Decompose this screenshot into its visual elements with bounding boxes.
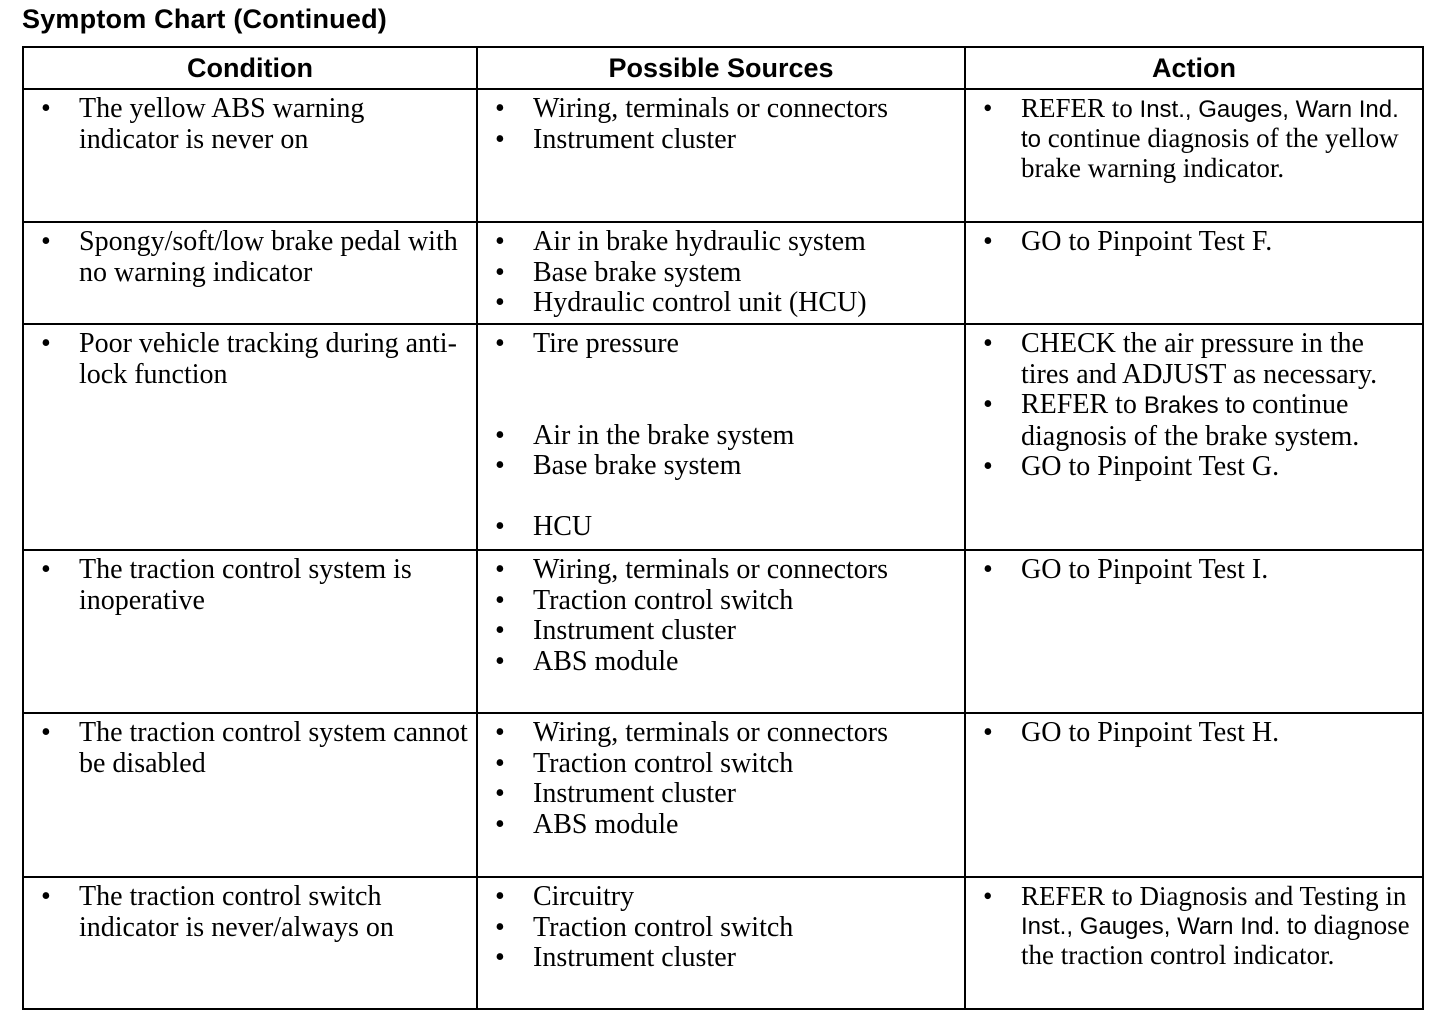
source-item: • Instrument cluster <box>490 943 956 974</box>
action-item: • REFER to Diagnosis and Testing in Inst., Gauges, Warn Ind. to diagnose the traction control indicator. <box>978 882 1414 970</box>
column-header-condition: Condition <box>23 47 477 89</box>
source-item: • Instrument cluster <box>490 616 956 647</box>
sources-cell <box>477 877 965 1009</box>
condition-cell <box>23 877 477 1009</box>
source-item: • Wiring, terminals or connectors <box>490 555 956 586</box>
action-cell <box>965 89 1423 222</box>
header-row <box>23 47 1423 89</box>
action-cell <box>965 324 1423 550</box>
source-item: • ABS module <box>490 810 956 841</box>
source-item: • Wiring, terminals or connectors <box>490 718 956 749</box>
source-item: • Traction control switch <box>490 749 956 780</box>
column-header-action: Action <box>965 47 1423 89</box>
action-item: • GO to Pinpoint Test G. <box>978 452 1414 483</box>
action-item: • CHECK the air pressure in the tires and ADJUST as necessary. <box>978 329 1414 390</box>
table-row <box>23 89 1423 222</box>
source-item: • Instrument cluster <box>490 779 956 810</box>
action-cell <box>965 713 1423 877</box>
action-cell <box>965 877 1423 1009</box>
symptom-chart-table <box>22 46 1424 1010</box>
condition-cell <box>23 324 477 550</box>
reference-link-text: Inst., Gauges, Warn Ind. <box>1139 96 1399 123</box>
sources-cell <box>477 89 965 222</box>
reference-link-text: Brakes <box>1143 392 1219 419</box>
sources-cell <box>477 222 965 324</box>
condition-item: • The traction control switch indicator is never/always on <box>36 882 468 943</box>
action-item: • GO to Pinpoint Test F. <box>978 227 1414 258</box>
reference-link-text: Inst., Gauges, Warn Ind. <box>1021 913 1281 940</box>
action-item: • REFER to Inst., Gauges, Warn Ind. to continue diagnosis of the yellow brake warning indicator. <box>978 94 1414 183</box>
table-row <box>23 877 1423 1009</box>
source-item: • Hydraulic control unit (HCU) <box>490 288 956 319</box>
table-row <box>23 713 1423 877</box>
source-item: • Air in brake hydraulic system <box>490 227 956 258</box>
action-cell <box>965 550 1423 713</box>
table-row <box>23 222 1423 324</box>
source-item: • Wiring, terminals or connectors <box>490 94 956 125</box>
action-item: • GO to Pinpoint Test I. <box>978 555 1414 586</box>
column-header-possible-sources: Possible Sources <box>477 47 965 89</box>
source-item: • Circuitry <box>490 882 956 913</box>
source-item: • Tire pressure <box>490 329 956 360</box>
source-item: • Base brake system <box>490 451 956 482</box>
condition-item: • The traction control system cannot be disabled <box>36 718 468 779</box>
action-cell <box>965 222 1423 324</box>
source-item: • Base brake system <box>490 258 956 289</box>
source-item: • ABS module <box>490 647 956 678</box>
condition-cell <box>23 222 477 324</box>
page-title: Symptom Chart (Continued) <box>22 4 387 34</box>
table-row <box>23 324 1423 550</box>
action-item: • GO to Pinpoint Test H. <box>978 718 1414 749</box>
source-item: • Traction control switch <box>490 586 956 617</box>
sources-cell <box>477 550 965 713</box>
condition-cell <box>23 713 477 877</box>
condition-cell <box>23 89 477 222</box>
sources-cell <box>477 324 965 550</box>
action-item: • REFER to Brakes to continue diagnosis of the brake system. <box>978 390 1414 452</box>
table-row <box>23 550 1423 713</box>
condition-item: • The traction control system is inoperative <box>36 555 468 616</box>
source-item: • Traction control switch <box>490 913 956 944</box>
condition-item: • The yellow ABS warning indicator is never on <box>36 94 468 155</box>
sources-cell <box>477 713 965 877</box>
source-item: • Air in the brake system <box>490 421 956 452</box>
condition-item: • Spongy/soft/low brake pedal with no warning indicator <box>36 227 468 288</box>
source-item: • HCU <box>490 512 956 543</box>
condition-item: • Poor vehicle tracking during anti-lock function <box>36 329 468 390</box>
source-item: • Instrument cluster <box>490 125 956 156</box>
condition-cell <box>23 550 477 713</box>
